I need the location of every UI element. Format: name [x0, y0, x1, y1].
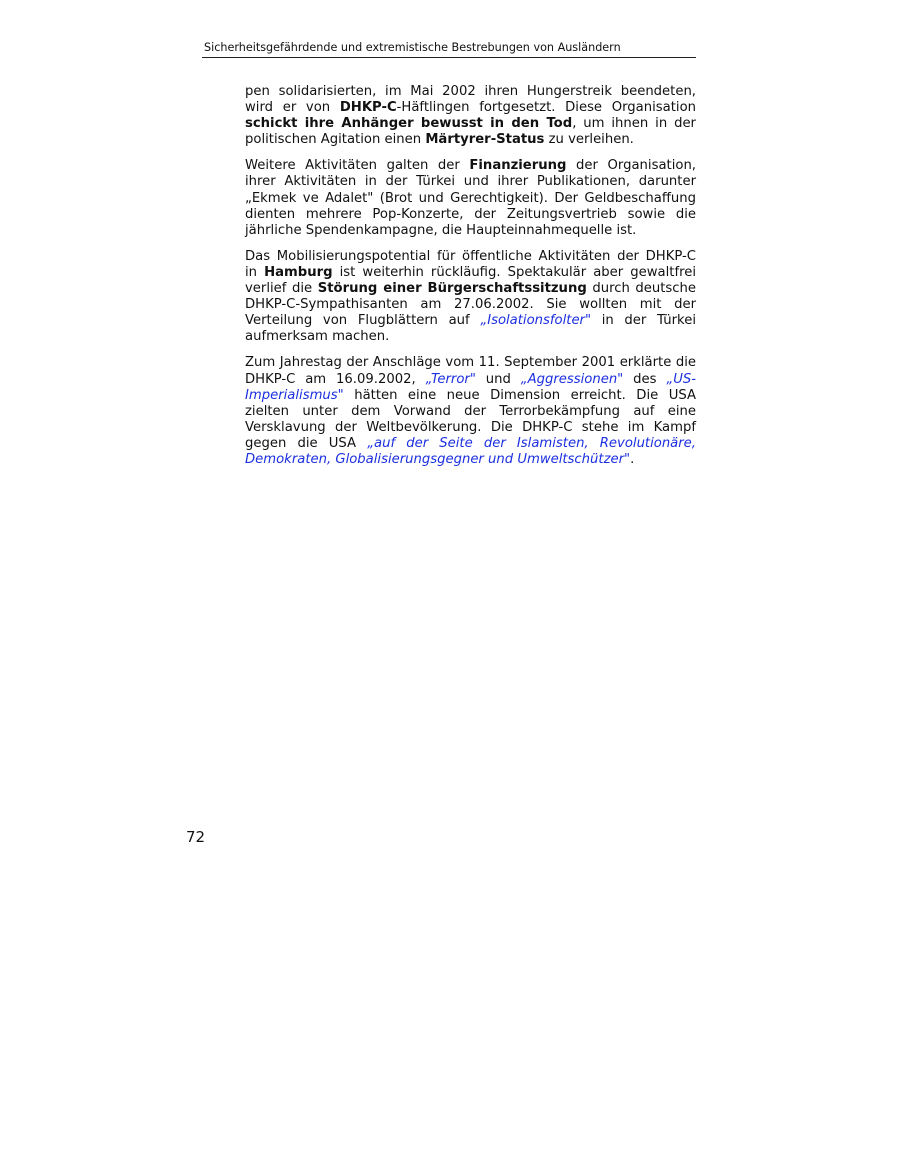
bold-span: Finanzierung — [469, 158, 567, 174]
text-span: Weitere Aktivitäten galten der — [245, 158, 470, 174]
running-header: Sicherheitsgefährdende und extremistische Bestrebungen von Ausländern — [204, 41, 621, 54]
text-span: . — [630, 451, 635, 467]
paragraph-hamburg — [245, 249, 696, 346]
quoted-phrase: „auf der Seite der Islamisten, Revolutionäre, Demokraten, Globalisierungsgegner und Umweltschützer" — [245, 435, 696, 467]
text-span: -Häftlingen fortgesetzt. Diese Organisation — [396, 100, 696, 116]
text-span: des — [623, 371, 667, 387]
bold-span: schickt ihre Anhänger bewusst in den Tod — [245, 116, 573, 132]
paragraph-hunger-strike — [245, 84, 696, 148]
bold-span: Hamburg — [264, 264, 333, 280]
text-span: in der Türkei aufmerksam machen. — [245, 313, 696, 345]
header-rule — [202, 57, 696, 58]
bold-span: Märtyrer-Status — [425, 132, 545, 148]
quoted-phrase: „US-Imperialismus" — [245, 371, 696, 403]
bold-span: DHKP-C — [339, 100, 397, 116]
body-text — [245, 84, 696, 478]
text-span: Das Mobilisierungspotential für öffentliche Aktivitäten der DHKP-C in — [245, 248, 696, 280]
page-number: 72 — [186, 828, 206, 846]
text-span: , um ihnen in der politischen Agitation einen — [245, 116, 696, 148]
text-span: ist weiterhin rückläufig. Spektakulär aber gewaltfrei verlief die — [245, 264, 697, 297]
text-span: der Organisation, ihrer Aktivitäten in der Türkei und ihrer Publikationen, darunter „Ekmek ve Adalet" (Brot und Gerechtigkeit). Der Geldbeschaffung dienten mehrere Pop-Konzerte, der Zeitungsvertrieb sowie die jährliche Spendenkampagne, die Haupteinnahmequelle ist. — [245, 158, 696, 238]
quoted-phrase: „Aggressionen" — [520, 371, 624, 387]
text-span: zu verleihen. — [544, 132, 634, 148]
text-span: pen solidarisierten, im Mai 2002 ihren Hungerstreik beendeten, wird er von — [245, 84, 696, 116]
text-span: hätten eine neue Dimension erreicht. Die USA zielten unter dem Vorwand der Terrorbekämpfung auf eine Versklavung der Weltbevölkerung. Die DHKP-C stehe im Kampf gegen die USA — [245, 387, 696, 451]
bold-span: Störung einer Bürgerschaftssitzung — [317, 281, 587, 297]
paragraph-financing — [245, 158, 696, 238]
quoted-phrase: „Isolationsfolter" — [480, 313, 592, 329]
paragraph-anniversary — [245, 355, 696, 468]
text-span: Zum Jahrestag der Anschläge vom 11. September 2001 erklärte die DHKP-C am 16.09.2002, — [245, 355, 696, 387]
text-span: durch deutsche DHKP-C-Sympathisanten am 27.06.2002. Sie wollten mit der Verteilung von Flugblättern auf — [245, 281, 696, 329]
quoted-phrase: „Terror" — [425, 371, 476, 387]
text-span: und — [475, 371, 521, 387]
